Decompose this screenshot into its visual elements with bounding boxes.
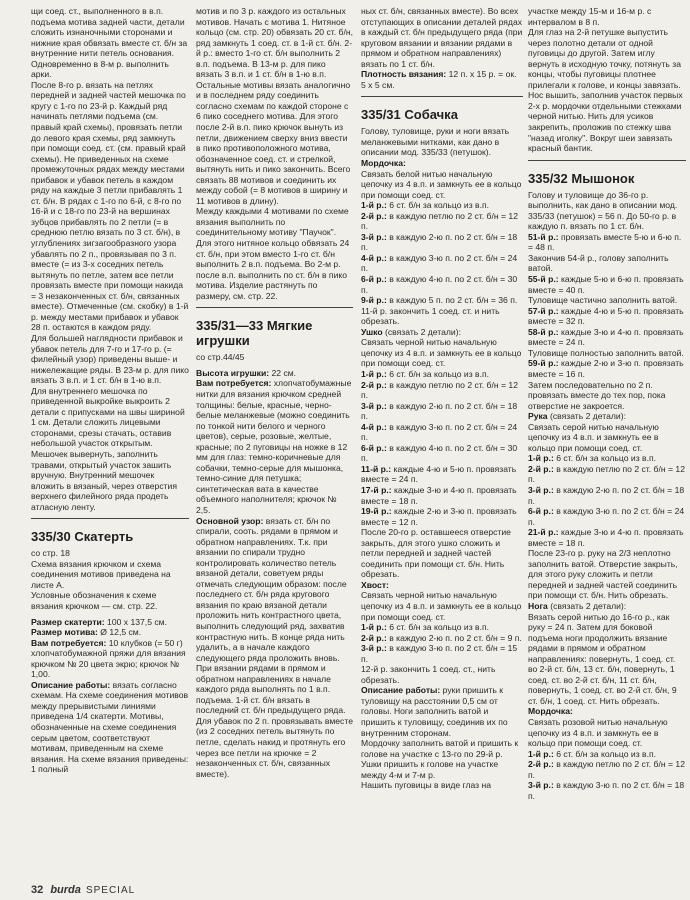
paragraph-text: каждые 4-ю и 5-ю п. провязать вместе = 24 п. [361, 463, 517, 485]
paragraph-text: руки пришить к туловищу на расстоянии 0,5 см от головы. Ноги заполнить ватой и пришить к туловищу, соединив их по внутренним сторонам. [361, 685, 508, 738]
paragraph-label: 51-й р.: [528, 231, 559, 242]
paragraph [528, 422, 686, 454]
paragraph-text: в каждую 3-ю п. по 2 ст. б/н = 24 п. [361, 421, 518, 443]
paragraph-label: Высота игрушки: [196, 367, 270, 378]
paragraph-text: Схема вязания крючком и схема соединения мотивов приведена на листе А. [31, 558, 171, 590]
paragraph-text: (связать 2 детали): [547, 411, 626, 422]
paragraph-label: 55-й р.: [528, 274, 559, 285]
paragraph-label: 17-й р.: [361, 484, 392, 495]
paragraph-label: 1-й р.: [361, 200, 387, 211]
text-column-4 [528, 6, 686, 886]
section-heading: 335/32 Мышонок [528, 170, 635, 186]
paragraph-text: Связать розовой нитью начальную цепочку из 4 в.п. и замкнуть ее в кольцо при помощи соед. ст. [528, 717, 668, 749]
paragraph-label: Основной узор: [196, 515, 264, 526]
paragraph-text: Условные обозначения к схеме вязания крючком — см. стр. 22. [31, 590, 158, 611]
paragraph-label: Хвост: [361, 579, 389, 590]
paragraph-text: Для внутреннего мешочка по приведенной выкройке выкроить 2 детали с припусками на швы шириной 1 см. Детали сложить лицевыми сторонами, срезы стачать, оставив небольшой участок открытым. Мешочек вывернуть, заполнить травами, открытый участок зашить вручную. Внутренний мешочек вложить в вязаный, через отверстия верхнего филейного ряда продеть атласную ленту. [31, 385, 185, 512]
paragraph [528, 601, 686, 612]
paragraph-label: Мордочка: [361, 158, 406, 169]
paragraph-text: щи соед. ст., выполненного в в.п. подъема мотива задней части, детали сложить изнаночными сторонами и нижние края обвязать вместе ст. б/н за внутренние нити петель основания. Одновременно в 8-м р. выполнить арки. [31, 6, 188, 80]
paragraph-text: (связать 2 детали): [547, 600, 627, 611]
paragraph-text: Ушки пришить к голове на участке между 4-м и 7-м р. [361, 759, 499, 780]
paragraph-text: в каждую 4-ю п. по 2 ст. б/н = 30 п. [361, 274, 518, 295]
paragraph [528, 717, 686, 749]
paragraph-text: 6 ст. б/н за кольцо из в.п. [386, 200, 490, 211]
paragraph [31, 333, 189, 386]
paragraph-text: Нашить пуговицы в виде глаз на [361, 780, 492, 791]
paragraph [196, 206, 353, 301]
paragraph [528, 380, 686, 412]
paragraph-text: 12-й р. закончить 1 соед. ст., нить обрезать. [361, 664, 496, 685]
paragraph-text: в каждую петлю по 2 ст. б/н = 12 п. [528, 759, 685, 780]
section-name: SPECIAL [85, 885, 136, 896]
paragraph-label: 6-й р.: [361, 274, 387, 285]
paragraph [361, 169, 523, 201]
paragraph-text: в каждую 3-ю п. по 2 ст. б/н = 24 п. [361, 252, 518, 274]
paragraph-label: Нога [528, 600, 548, 611]
paragraph-label: 19-й р.: [361, 506, 392, 517]
paragraph-text: в каждую 2-ю п. по 2 ст. б/н = 18 п. [361, 400, 518, 422]
paragraph-text: со стр. 18 [31, 548, 70, 559]
paragraph-text: 10 клубков (= 50 г) хлопчатобумажной пряжи для вязания крючком № 20 цвета экрю; крючок № 1,00. [31, 637, 186, 680]
paragraph-text: Ø 12,5 см. [97, 627, 142, 638]
paragraph [31, 617, 189, 628]
paragraph [528, 749, 686, 760]
paragraph-text: в каждую петлю по 2 ст. б/н = 12 п. [361, 379, 518, 401]
paragraph-label: Рука [528, 411, 548, 422]
paragraph [528, 759, 686, 780]
paragraph-label: 21-й р.: [528, 527, 559, 538]
paragraph [361, 643, 523, 664]
paragraph [528, 527, 686, 548]
paragraph [528, 6, 686, 27]
paragraph-text: в каждую 3-ю п. по 2 ст. б/н = 18 п. [528, 780, 685, 801]
paragraph-label: 2-й р.: [528, 463, 554, 474]
paragraph [528, 295, 686, 306]
paragraph-text: Связать черной нитью начальную цепочку из 4 в.п. и замкнуть ее в кольцо при помощи соед. ст. [361, 337, 522, 369]
paragraph-label: 4-й р.: [361, 421, 387, 432]
paragraph-text: Мордочку заполнить ватой и пришить к голове на участке с 13-го по 29-й р. [361, 738, 519, 759]
paragraph-text: Для глаз на 2-й петушке выпустить через полотно детали от одной пуговицы до другой. Затем иглу вернуть в исходную точку, потянуть за концы, чтобы пуговицы плотнее прилегали к голове, и концы завязать. [528, 27, 681, 90]
paragraph-text: Голову, туловище, руки и ноги вязать меланжевыми нитками, как дано в описании мод. 335/33 (петушок). [361, 126, 510, 158]
paragraph-label: Описание работы: [361, 685, 441, 696]
paragraph [31, 627, 189, 638]
paragraph-text: в каждую 2-ю п. по 2 ст. б/н = 18 п. [528, 484, 685, 506]
page-footer [31, 884, 135, 896]
paragraph-label: 1-й р.: [528, 748, 554, 759]
paragraph [528, 780, 686, 801]
paragraph-label: Размер мотива: [31, 627, 98, 638]
text-column-3 [361, 6, 523, 886]
paragraph-text: каждые 3-ю и 4-ю п. провязать вместе = 18 п. [361, 484, 517, 506]
paragraph-label: 58-й р.: [528, 326, 559, 337]
paragraph-label: 6-й р.: [528, 506, 554, 517]
paragraph [361, 232, 523, 253]
paragraph-text: каждые 4-ю и 5-ю п. провязать вместе = 32 п. [528, 305, 684, 327]
paragraph-label: 3-й р.: [361, 643, 387, 654]
paragraph [361, 253, 523, 274]
paragraph [528, 358, 686, 379]
paragraph-text: в каждую 3-ю п. по 2 ст. б/н = 24 п. [528, 506, 685, 527]
paragraph [528, 348, 686, 359]
paragraph-label: 57-й р.: [528, 305, 559, 316]
paragraph-label: Размер скатерти: [31, 616, 105, 627]
paragraph-text: Закончив 54-й р., голову заполнить ватой. [528, 252, 669, 274]
paragraph [361, 380, 523, 401]
paragraph-text: 22 см. [269, 367, 297, 378]
paragraph-label: 11-й р.: [361, 463, 392, 474]
paragraph-text: мотив и по 3 р. каждого из остальных мотивов. Начать с мотива 1. Нитяное кольцо (см. стр. 20) обвязать 20 ст. б/н, ряд замкнуть 1 соед. ст. в 1-й ст. б/н. 2-й р.: вместо 1-го ст. б/н выполнить 2 в.п. подъема. В 13-м р. для пико вязать 3 в.п. и 1 ст. б/н в 1-ю в.п. Остальные мотивы вязать аналогично и в последнем ряду соединить согласно схемам по каждой стороне с 6 пико соседнего мотива. Для этого после 2-й в.п. пико крючок вынуть из петли, движением сверху вниз ввести в пико противоположного мотива, обозначенное соед. ст. и стрелкой, вытянуть нить и пико закончить. Всего связать 88 мотивов и соединить их между собой (= 8 мотивов в ширину и 11 мотивов в длину). [196, 6, 353, 206]
paragraph [361, 306, 523, 327]
paragraph-text: каждые 2-ю и 3-ю п. провязать вместе = 12 п. [361, 506, 517, 527]
paragraph [31, 590, 189, 611]
paragraph [31, 638, 189, 680]
brand-logo: burda [50, 884, 81, 896]
paragraph-label: 3-й р.: [361, 231, 387, 242]
paragraph [361, 738, 523, 759]
paragraph [528, 253, 686, 274]
section-divider [196, 307, 353, 308]
section-heading: 335/31 Собачка [361, 107, 458, 123]
paragraph-label: 1-й р.: [361, 368, 387, 379]
paragraph-text: 6 ст. б/н за кольцо из в.п. [553, 453, 657, 464]
paragraph [528, 27, 686, 90]
paragraph [361, 464, 523, 485]
paragraph-text: Связать черной нитью начальную цепочку из 4 в.п. и замкнуть ее в кольцо при помощи соед. ст. [361, 590, 522, 622]
paragraph-text: участке между 15-м и 16-м р. с интервалом в 8 п. [528, 6, 652, 27]
paragraph-text: со стр.44/45 [196, 352, 245, 363]
paragraph [528, 190, 686, 232]
paragraph-text: в каждую 2-ю п. по 2 ст. б/н = 9 п. [386, 632, 522, 643]
paragraph-label: 59-й р.: [528, 358, 559, 369]
page-number: 32 [31, 884, 44, 896]
paragraph-label: Вам потребуется: [31, 637, 107, 648]
paragraph-label: 2-й р.: [361, 210, 387, 221]
paragraph-text: в каждую петлю по 2 ст. б/н = 12 п. [528, 463, 685, 485]
paragraph [361, 6, 523, 69]
paragraph [528, 706, 686, 717]
paragraph [361, 506, 523, 527]
paragraph-label: 3-й р.: [528, 780, 554, 791]
paragraph-label: 3-й р.: [528, 484, 554, 495]
paragraph-text: Связать белой нитью начальную цепочку из 4 в.п. и замкнуть ее в кольцо при помощи соед. ст. [361, 168, 522, 200]
section-divider [528, 160, 686, 161]
paragraph-text: каждые 5-ю и 6-ю п. провязать вместе = 40 п. [528, 274, 684, 295]
paragraph [361, 633, 523, 644]
paragraph-label: Мордочка: [528, 706, 573, 717]
paragraph-text: 11-й р. закончить 1 соед. ст. и нить обрезать. [361, 305, 500, 327]
text-column-1 [31, 6, 189, 886]
paragraph [196, 368, 353, 379]
paragraph-label: 2-й р.: [361, 379, 387, 390]
paragraph [361, 369, 523, 380]
paragraph-text: Туловище полностью заполнить ватой. [528, 347, 684, 358]
paragraph [361, 211, 523, 232]
paragraph-label: 3-й р.: [361, 400, 387, 411]
paragraph-label: Описание работы: [31, 679, 111, 690]
paragraph [361, 485, 523, 506]
paragraph [528, 464, 686, 485]
paragraph-text: Для большей наглядности прибавок и убавок петель для 7-го и 17-го р. (= филейный узор) приведены выше- и нижележащие ряды. В 23-м р. для пико вязать 3 в.п. и 1 ст. б/н в 1-ю в.п. [31, 332, 189, 386]
section-divider [361, 96, 523, 97]
paragraph-label: Вам потребуется: [196, 378, 272, 389]
paragraph [361, 295, 523, 306]
section-heading: 335/31—33 Мягкие игрушки [196, 318, 313, 349]
paragraph-label: 1-й р.: [528, 453, 554, 464]
paragraph [361, 685, 523, 738]
paragraph [528, 274, 686, 295]
paragraph [196, 352, 353, 363]
paragraph [528, 306, 686, 327]
paragraph [361, 327, 523, 338]
paragraph-text: хлопчатобумажные нитки для вязания крючком средней толщины: белые, красные, черно-белые меланжевые (можно соединить по тонкой нити белого и черного цветов), серые, розовые, желтые, красные; по 2 пуговицы на ножке в 12 мм для глаз: темно-коричневые для собачки, темно-серые для мышонка, темно-синие для петушка; синтетическая вата в качестве объемного наполнителя; крючок № 2,5. [196, 378, 352, 515]
paragraph-text: 6 ст. б/н за кольцо из в.п. [553, 748, 657, 759]
paragraph-text: ных ст. б/н, связанных вместе). Во всех отступающих в описании деталей рядах в каждый ст. б/н предыдущего ряда (при круговом вязании и вязании рядами в прямом и обратном направлениях) вязать по 1 ст. б/н. [361, 6, 523, 69]
paragraph-text: 100 х 137,5 см. [104, 616, 167, 627]
paragraph [31, 559, 189, 591]
paragraph-text: Нос вышить, заполнив участок первых 2-х р. мордочки отдельными стежками черной нитью. Нить для усиков закрепить, проложив по стежку шва "назад иголку". Вокруг шеи завязать красный бантик. [528, 90, 683, 154]
paragraph [196, 6, 353, 206]
paragraph [361, 422, 523, 443]
paragraph-label: 6-й р.: [361, 442, 387, 453]
paragraph [361, 158, 523, 169]
paragraph [528, 232, 686, 253]
section-divider [31, 518, 189, 519]
paragraph-label: 2-й р.: [361, 632, 387, 643]
paragraph-text: вязать ст. б/н по спирали, сооть. рядами в прямом и обратном направлениях. Т.к. при вязании по спирали трудно контролировать количество петель вязаной детали, советуем ряды отмечать следующим образом: после последнего ст. б/н ряда кругового вязания по краю вязаной детали проложить нить контрастного цвета, выполнить следующий ряд, захватив контрастную нить. В конце ряда нить удалить, а в начале каждого следующего ряда проложить вновь. При вязании рядами в прямом и обратном направлениях в начале каждого ряда выполнять по 1 в.п. подъема. 1-й ст. б/н вязать в последний ст. б/н предыдущего ряда. Для убавок по 2 п. провязывать вместе (из 2 соседних петель вытянуть по петле, сделать накид и протянуть его через все петли на крючке = 2 незаконченных ст. б/н, связанных вместе). [196, 515, 353, 779]
paragraph-text: После 8-го р. вязать на петлях передней и задней частей мешочка по кругу с 1-го по 23-й р. Каждый ряд начинать петлями подъема (см. правый край схемы), провязать петли до левого края схемы, ряд замкнуть при помощи соед. ст. (см. правый край схемы). Не приведенных на схеме промежуточных рядах между местами прибавок и убавок петель в каждом ряду на каждые 3 петли прибавлять 1 ст. б/н. В рядах с 1-го по 6-й, с 8-го по 16-й и с 18-го по 23-й на вершинах зубцов прибавлять по 2 петли (= в среднюю петлю вязать по 3 ст. б/н), в углублениях зигзагообразного узора убавлять по 2 п., провязывая по 3 п. вместе (= из 3-х соседних петель вытянуть по петле, затем все петли провязать вместе при помощи накида = 3 незаконченных ст. б/н, связанных вместе). Отмеченные (см. скобку) в 1-й р. между местами прибавок и убавок 28 п. остаются в каждом ряду. [31, 79, 189, 333]
paragraph-text: Связать серой нитью начальную цепочку из 4 в.п. и замкнуть ее в кольцо при помощи соед. ст. [528, 421, 659, 453]
paragraph [31, 386, 189, 513]
paragraph [361, 274, 523, 295]
paragraph-text: в каждую 5 п. по 2 ст. б/н = 36 п. [386, 295, 518, 306]
paragraph-label: 2-й р.: [528, 759, 554, 770]
paragraph-text: провязать вместе 5-ю и 6-ю п. = 48 п. [528, 231, 682, 253]
paragraph [361, 69, 523, 90]
paragraph-label: 9-й р.: [361, 295, 387, 306]
paragraph-text: в каждую 2-ю п. по 2 ст. б/н = 18 п. [361, 231, 518, 253]
paragraph-text: каждые 3-ю и 4-ю п. провязать вместе = 18 п. [528, 527, 684, 548]
paragraph [528, 548, 686, 601]
paragraph-text: (связать 2 детали): [382, 326, 461, 337]
paragraph [31, 548, 189, 559]
paragraph-text: Туловище частично заполнить ватой. [528, 295, 678, 306]
paragraph [31, 6, 189, 80]
paragraph [361, 664, 523, 685]
paragraph-text: Затем последовательно по 2 п. провязать вместе до тех пор, пока отверстие не закроется. [528, 379, 666, 411]
paragraph-text: каждые 3-ю и 4-ю п. провязать вместе = 24 п. [528, 326, 684, 348]
paragraph [31, 680, 189, 775]
paragraph-text: 6 ст. б/н за кольцо из в.п. [386, 622, 490, 633]
paragraph-text: в каждую 4-ю п. по 2 ст. б/н = 30 п. [361, 442, 518, 464]
paragraph-text: каждые 2-ю и 3-ю п. провязать вместе = 16 п. [528, 358, 684, 379]
paragraph-text: После 20-го р. оставшееся отверстие закрыть, для этого ушко сложить и петли передней и задней частей соединить при помощи ст. б/н. Нить обрезать. [361, 527, 511, 580]
paragraph [361, 443, 523, 464]
paragraph [528, 612, 686, 707]
paragraph-label: 1-й р.: [361, 622, 387, 633]
paragraph [361, 580, 523, 591]
paragraph [31, 80, 189, 333]
paragraph-text: в каждую 3-ю п. по 2 ст. б/н = 15 п. [361, 643, 518, 664]
section-heading: 335/30 Скатерть [31, 529, 134, 545]
paragraph [528, 411, 686, 422]
paragraph-text: в каждую петлю по 2 ст. б/н = 12 п. [361, 210, 518, 232]
paragraph [528, 485, 686, 506]
text-column-2 [196, 6, 353, 886]
paragraph [361, 759, 523, 780]
paragraph [361, 622, 523, 633]
paragraph-label: Плотность вязания: [361, 69, 447, 80]
paragraph [528, 453, 686, 464]
paragraph-text: вязать согласно схемам. На схеме соединения мотивов между прерывистыми линиями приведена 1/4 скатерти. Мотивы, обозначенные на схеме соединения серым цветом, соответствуют мотивам, приведенным на схеме вязания. На схеме вязания приведены: 1 полный [31, 679, 189, 775]
paragraph [361, 337, 523, 369]
paragraph-text: Вязать серой нитью до 16-го р., как руку = 24 п. Затем для боковой подъема ноги продолжить вязание рядами в прямом и обратном направлениях: повернуть, 1 соед. ст. во 2-й ст. б/н, 13 ст. б/н, повернуть, 1 соед. ст. во 2-й ст. б/н, 11 ст. б/н, повернуть, 1 соед. ст. во 2-й ст. б/н, 9 ст. б/н, 1 соед. ст. Нить обрезать. [528, 611, 677, 706]
paragraph [361, 527, 523, 580]
paragraph [361, 590, 523, 622]
paragraph [528, 327, 686, 348]
paragraph-text: 12 п. х 15 р. = ок. 5 х 5 см. [361, 69, 517, 90]
paragraph-label: 4-й р.: [361, 252, 387, 263]
paragraph [361, 780, 523, 791]
paragraph-text: 6 ст. б/н за кольцо из в.п. [386, 368, 490, 379]
paragraph-label: Ушко [361, 326, 383, 337]
paragraph-text: Между каждыми 4 мотивами по схеме вязания выполнить по соединительному мотиву "Паучок". Для этого нитяное кольцо обвязать 24 ст. б/н, при этом вместо 1-го ст. б/н выполнить 2 в.п. подъема. Во 2-м р. после в.п. выполнить по ст. б/н в пико мотива. Изделие растянуть по размеру, см. стр. 22. [196, 206, 350, 301]
paragraph-text: После 23-го р. руку на 2/3 неплотно заполнить ватой. Отверстие закрыть, для этого руку сложить и петли передней и задней частей соединить при помощи ст. б/н. Нить обрезать. [528, 548, 678, 601]
paragraph [361, 126, 523, 158]
paragraph [196, 378, 353, 515]
paragraph-text: Голову и туловище до 36-го р. выполнить, как дано в описании мод. 335/33 (петушок) = 56 п. До 50-го р. в каждую п. вязать по 1 ст. б/н. [528, 189, 678, 232]
paragraph [528, 90, 686, 153]
paragraph [361, 401, 523, 422]
paragraph [196, 516, 353, 780]
paragraph [528, 506, 686, 527]
paragraph [361, 200, 523, 211]
